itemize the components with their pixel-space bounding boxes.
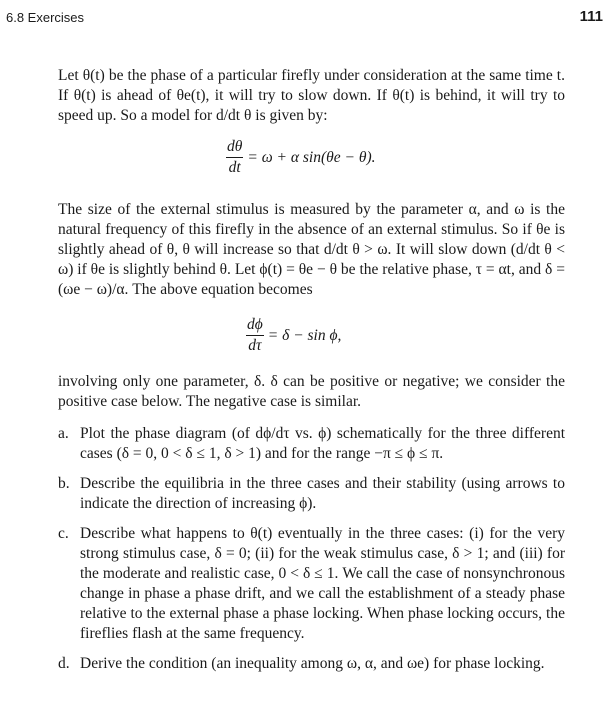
exercise-item-d — [58, 654, 565, 674]
equation-rhs: = δ − sin ϕ, — [267, 326, 342, 344]
equation-phi-model — [246, 316, 341, 355]
exercise-text: Describe the equilibria in the three cases and their stability (using arrows to indicate the direction of increasing ϕ). — [80, 475, 565, 512]
paragraph-parameter: involving only one parameter, δ. δ can be positive or negative; we consider the positive case below. The negative case is similar. — [58, 373, 565, 410]
exercise-item-a — [58, 424, 565, 464]
paragraph-intro: Let θ(t) be the phase of a particular firefly under consideration at the same time t. If θ(t) is ahead of θe(t), it will try to slow down. If θ(t) is behind, it will try to speed up. So a model for d/dt θ is given by: — [58, 67, 565, 124]
exercise-label: d. — [58, 655, 70, 672]
exercise-text: Derive the condition (an inequality among ω, α, and ωe) for phase locking. — [80, 655, 545, 672]
equation-rhs: = ω + α sin(θe − θ). — [247, 148, 376, 166]
equation-theta-model — [226, 138, 375, 177]
fraction-denominator: dt — [228, 159, 241, 176]
paragraph-stimulus: The size of the external stimulus is measured by the parameter α, and ω is the natural frequency of this firefly in the absence of an external stimulus. So if θe is slightly ahead of θ, θ will increase so that d/dt θ > ω. It will slow down (d/dt θ < ω) if θe is slightly behind θ. Let ϕ(t) = θe − θ be the relative phase, τ = αt, and δ = (ωe − ω)/α. The above equation becomes — [58, 201, 565, 298]
exercise-text: Describe what happens to θ(t) eventually in the three cases: (i) for the very strong stimulus case, δ = 0; (ii) for the weak stimulus case, δ > 1; and (iii) for the moderate and realistic case, 0 < δ ≤ 1. We call the case of nonsynchronous change in phase a phase drift, and we call the establishment of a steady phase relative to the external phase a phase locking. When phase locking occurs, the fireflies flash at the same frequency. — [80, 525, 565, 642]
fraction-numerator: dθ — [226, 138, 243, 158]
fraction-numerator: dϕ — [246, 316, 264, 336]
page-number: 111 — [579, 8, 603, 25]
exercise-label: a. — [58, 425, 69, 442]
exercise-text: Plot the phase diagram (of dϕ/dτ vs. ϕ) schematically for the three different cases (δ = 0, 0 < δ ≤ 1, δ > 1) and for the range −π ≤ ϕ ≤ π. — [80, 425, 565, 462]
section-title: 6.8 Exercises — [6, 10, 85, 25]
running-header — [6, 8, 603, 28]
exercise-item-c — [58, 524, 565, 644]
equation-fraction — [226, 138, 243, 177]
exercise-list — [58, 424, 565, 684]
exercise-label: b. — [58, 475, 70, 492]
equation-fraction — [246, 316, 264, 355]
fraction-denominator: dτ — [248, 337, 262, 354]
exercise-item-b — [58, 474, 565, 514]
exercise-label: c. — [58, 525, 69, 542]
